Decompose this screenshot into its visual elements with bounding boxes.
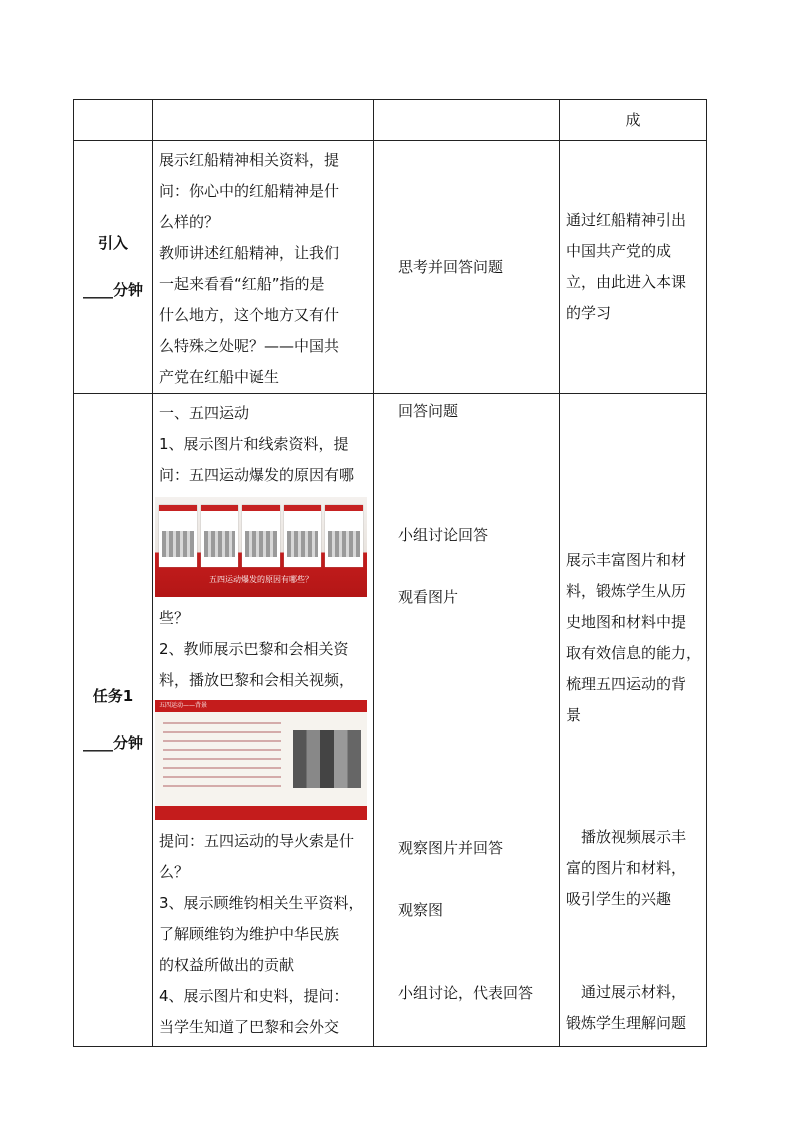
header-cell-3 xyxy=(374,100,560,141)
task1-purpose-line: 吸引学生的兴趣 xyxy=(566,890,672,908)
header-cell-2 xyxy=(153,100,374,141)
intro-teacher-line: 产党在红船中诞生 xyxy=(159,368,280,386)
slide-photo xyxy=(293,730,361,788)
task1-student-item: 小组讨论回答 xyxy=(398,526,489,544)
slide-timeline xyxy=(159,505,363,567)
task1-purpose-cell xyxy=(560,394,707,1047)
task1-teacher-line: 些？ xyxy=(159,609,190,627)
slide-card xyxy=(284,505,322,567)
intro-teacher-line: 展示红船精神相关资料，提 xyxy=(159,151,340,169)
intro-stage-cell xyxy=(74,141,153,394)
task1-teacher-line: 料，播放巴黎和会相关视频， xyxy=(159,671,355,689)
task1-teacher-line: 么？ xyxy=(159,863,190,881)
intro-minutes: ____分钟 xyxy=(82,281,143,299)
task1-purpose-line: 料，锻炼学生从历 xyxy=(566,582,687,600)
task1-purpose-line: 锻炼学生理解问题 xyxy=(566,1014,687,1032)
task1-purpose-line: 取有效信息的能力， xyxy=(566,644,702,662)
task1-teacher-line: 3、展示顾维钧相关生平资料， xyxy=(159,894,364,912)
task1-student-item: 观察图 xyxy=(398,901,444,919)
intro-stage-label: 引入 xyxy=(97,234,128,252)
intro-teacher-cell xyxy=(153,141,374,394)
lesson-plan-table xyxy=(73,99,707,1047)
intro-row xyxy=(74,141,707,394)
intro-purpose-line: 的学习 xyxy=(566,304,612,322)
intro-teacher-line: 什么地方，这个地方又有什 xyxy=(159,306,340,324)
task1-purpose-line: 通过展示材料， xyxy=(581,983,687,1001)
intro-purpose-line: 通过红船精神引出 xyxy=(566,211,687,229)
task1-teacher-line: 4、展示图片和史料，提问： xyxy=(159,987,349,1005)
slide-card xyxy=(201,505,239,567)
intro-teacher-line: 问：你心中的红船精神是什 xyxy=(159,182,340,200)
header-row xyxy=(74,100,707,141)
intro-purpose-line: 中国共产党的成 xyxy=(566,242,672,260)
task1-purpose-line: 播放视频展示丰 xyxy=(581,828,687,846)
paris-conference-slide xyxy=(155,700,367,820)
intro-teacher-line: 教师讲述红船精神，让我们 xyxy=(159,244,340,262)
task1-teacher-line: 当学生知道了巴黎和会外交 xyxy=(159,1018,340,1036)
task1-stage-label: 任务1 xyxy=(92,687,134,705)
may-fourth-cause-slide xyxy=(155,497,367,597)
task1-purpose-line: 梳理五四运动的背 xyxy=(566,675,687,693)
task1-purpose-line: 富的图片和材料， xyxy=(566,859,687,877)
intro-student-text: 思考并回答问题 xyxy=(398,257,504,276)
task1-student-item: 观察图片并回答 xyxy=(398,839,504,857)
task1-teacher-cell xyxy=(153,394,374,1047)
header-cell-1 xyxy=(74,100,153,141)
task1-student-cell xyxy=(374,394,560,1047)
task1-teacher-line: 了解顾维钧为维护中华民族 xyxy=(159,925,340,943)
task1-student-item: 小组讨论，代表回答 xyxy=(398,984,534,1002)
header-cell-4 xyxy=(560,100,707,141)
slide-footer-bar xyxy=(155,806,367,820)
slide-header-text: 五四运动——背景 xyxy=(159,702,208,709)
task1-teacher-line: 2、教师展示巴黎和会相关资 xyxy=(159,640,349,658)
intro-teacher-line: 一起来看看“红船”指的是 xyxy=(159,275,325,293)
slide-card xyxy=(242,505,280,567)
intro-teacher-line: 么特殊之处呢？——中国共 xyxy=(159,337,340,355)
task1-student-item: 观看图片 xyxy=(398,588,459,606)
intro-purpose-cell xyxy=(560,141,707,394)
task1-teacher-line: 问：五四运动爆发的原因有哪 xyxy=(159,466,355,484)
task1-teacher-line: 提问：五四运动的导火索是什 xyxy=(159,832,355,850)
task1-purpose-line: 史地图和材料中提 xyxy=(566,613,687,631)
task1-student-item: 回答问题 xyxy=(398,402,459,420)
header-cell-4-text: 成 xyxy=(625,110,641,129)
task1-minutes: ____分钟 xyxy=(82,734,143,752)
task1-row xyxy=(74,394,707,1047)
task1-stage-cell xyxy=(74,394,153,1047)
task1-teacher-line: 一、五四运动 xyxy=(159,404,250,422)
intro-student-cell xyxy=(374,141,560,394)
task1-purpose-line: 景 xyxy=(566,706,582,724)
intro-purpose-line: 立，由此进入本课 xyxy=(566,273,687,291)
slide-card xyxy=(159,505,197,567)
slide-card xyxy=(325,505,363,567)
task1-purpose-line: 展示丰富图片和材 xyxy=(566,551,687,569)
task1-teacher-line: 的权益所做出的贡献 xyxy=(159,956,295,974)
intro-teacher-line: 么样的？ xyxy=(159,213,220,231)
task1-teacher-line: 1、展示图片和线索资料，提 xyxy=(159,435,349,453)
slide-text-block xyxy=(163,722,281,792)
slide-question-banner: 五四运动爆发的原因有哪些？ xyxy=(209,575,313,584)
